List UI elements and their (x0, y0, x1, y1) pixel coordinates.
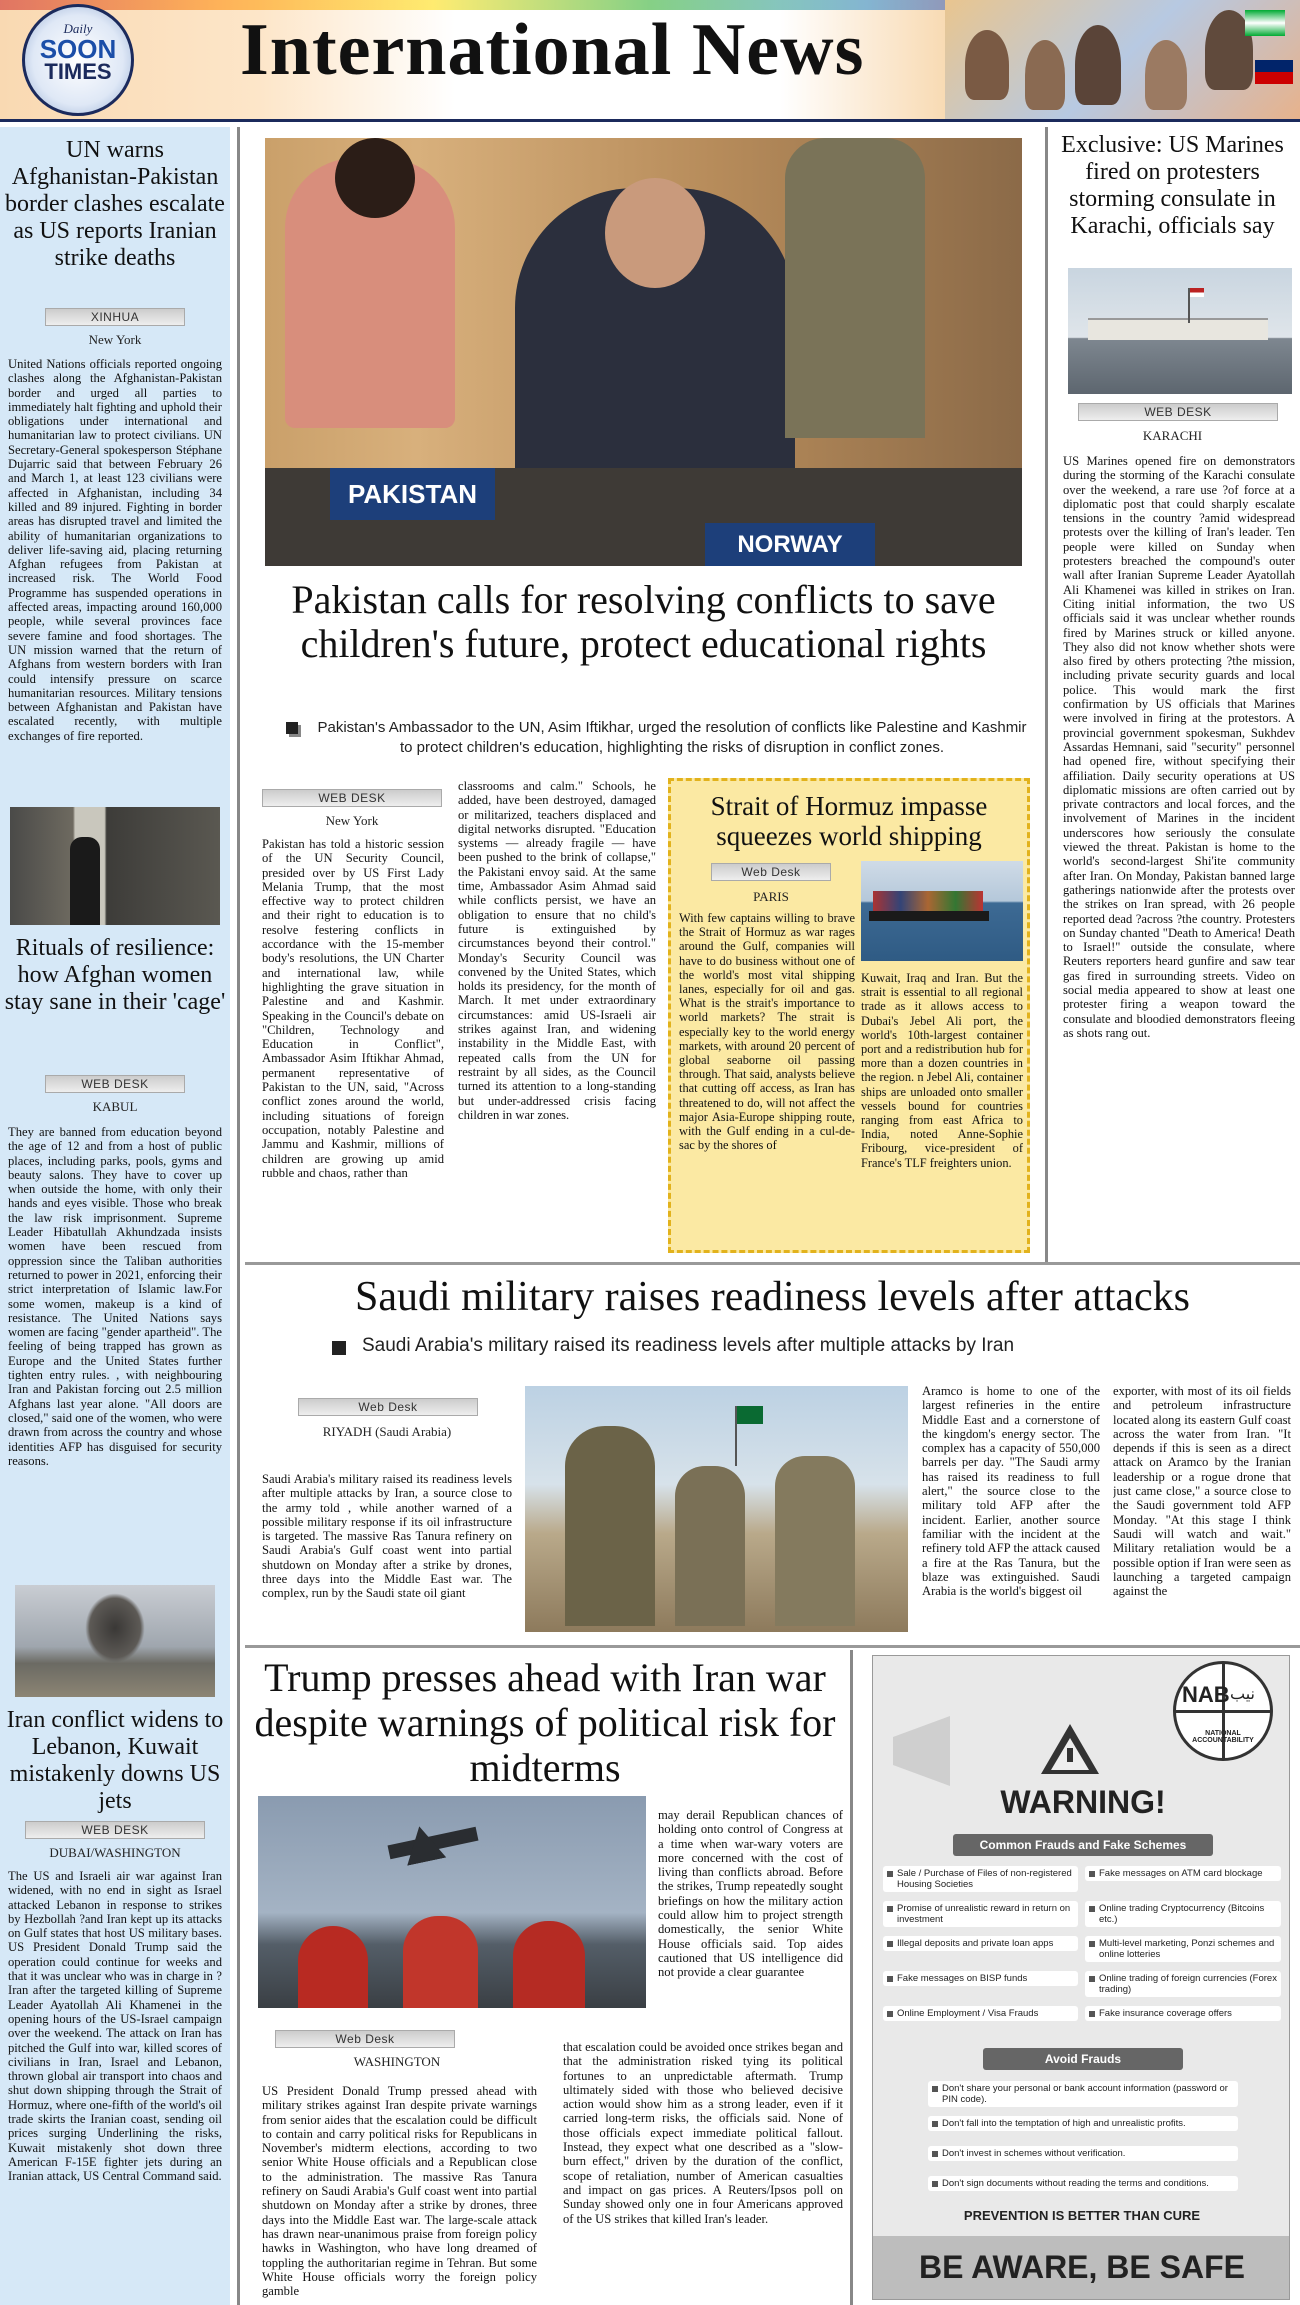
logo-times: TIMES (44, 59, 112, 84)
source-tag: WEB DESK (25, 1821, 205, 1839)
ad-tagline: PREVENTION IS BETTER THAN CURE (963, 2208, 1201, 2223)
source-tag: XINHUA (45, 308, 185, 326)
iran-smoke-photo (15, 1585, 215, 1697)
dateline: DUBAI/WASHINGTON (49, 1845, 181, 1860)
container-ship-photo (861, 861, 1023, 961)
trump-headline[interactable]: Trump presses ahead with Iran war despite warnings of political risk for midterms (254, 1655, 836, 1790)
headline-us-marines[interactable]: Exclusive: US Marines fired on protesters storming consulate in Karachi, officials say (1061, 132, 1284, 239)
trump-body-col1: US President Donald Trump pressed ahead with military strikes against Iran despite private warnings from senior aides that the escalation could be difficult to contain and carry political risks for Republicans in November's midterm elections, according to two senior White House officials and a Republican close to the administration. The massive Ras Tanura refinery on Saudi Arabia's Gulf coast went into partial shutdown on Monday after a strike by drones, three days into the Middle East war. The large-scale attack has drawn near-unanimous praise from foreign policy hawks in Washington, who have long dreamed of toppling the authoritarian regime in Tehran. But some White House officials worry the foreign policy gamble (262, 2084, 537, 2299)
flag-icon (1255, 60, 1293, 84)
headline-rituals[interactable]: Rituals of resilience: how Afghan women stay sane in their 'cage' (4, 935, 226, 1015)
ad-footer: BE AWARE, BE SAFE (873, 2236, 1290, 2300)
section-rule (245, 1262, 1300, 1265)
section-rule (245, 1645, 1300, 1648)
fraud-item: Multi-level marketing, Ponzi schemes and online lotteries (1085, 1936, 1281, 1962)
dateline: PARIS (753, 889, 789, 904)
source-tag: Web Desk (275, 2030, 455, 2048)
fraud-item: Illegal deposits and private loan apps (883, 1936, 1078, 1951)
dateline: RIYADH (Saudi Arabia) (322, 1424, 452, 1439)
dateline: KARACHI (1142, 428, 1203, 443)
nameplate-pakistan: PAKISTAN (330, 468, 495, 520)
fraud-item: Fake insurance coverage offers (1085, 2006, 1281, 2021)
bullet-icon (332, 1341, 346, 1355)
article-body: The US and Israeli air war against Iran widened, with no end in sight as Israel attacked Lebanon in response to strikes by Hezbollah ?and Iran kept up its attacks on Gulf states that host US military bases. US President Donald Trump said the operation could continue for weeks and that it was unclear who was in charge in ?Iran after the targeted killing of Supreme Leader Ayatollah Ali Khamenei in the opening hours of the US-Israel campaign over the weekend. The attack on Iran has pitched the Gulf into war, killed scores of civilians in Iran, Israel and Lebanon, thrown global air transport into chaos and shut down shipping through the Strait of Hormuz, where one-fifth of the world's oil trade skirts the Iranian coast, sending oil prices surging Underlining the risks, Kuwait mistakenly shot down three American F-15E fighter jets during an Iranian attack, US Central Command said. (8, 1869, 222, 2184)
nab-logo: NAB نیب NATIONAL ACCOUNTABILITY (1173, 1661, 1273, 1761)
hormuz-body-col2: Kuwait, Iraq and Iran. But the strait is essential to all regional trade as it allows access to Dubai's Jebel Ali port, the world's 10th-largest container port and a redistribution hub for more than a dozen countries in the region. n Jebel Ali, container ships are unloaded onto smaller vessels bound for countries ranging from east Africa to India, noted Anne-Sophie Fribourg, vice-president of France's TLF freighters union. (861, 971, 1023, 1170)
un-council-photo (265, 138, 1022, 566)
warning-heading: WARNING! (1000, 1784, 1166, 1820)
article-body: United Nations officials reported ongoing clashes along the Afghanistan-Pakistan border and urged all parties to immediately halt fighting and uphold their obligations under international and humanitarian law to protect civilians. UN Secretary-General spokesperson Stéphane Dujarric said that between February 26 and March 1, at least 123 civilians were affected in Afghanistan, including 34 killed and 89 injured. Fighting in border areas has disrupted travel and limited the ability of humanitarian organizations to deliver life-saving aid, placing returning Afghan refugees from Pakistan at increased risk. The World Food Programme has suspended operations in affected areas, impacting around 160,000 people, while several provinces face severe famine and food shortages. The UN mission warned that the return of Afghans from western borders with Iran could intensify pressure on scarce humanitarian resources. Military tensions between Afghanistan and Pakistan have escalated recently, with multiple exchanges of fire reported. (8, 357, 222, 743)
afghan-woman-photo (10, 807, 220, 925)
saudi-deck: Saudi Arabia's military raised its readiness levels after multiple attacks by Iran (362, 1335, 1015, 1356)
left-column (0, 127, 230, 2305)
trump-body-col3: that escalation could be avoided once strikes began and that the administration risked tying its political fortunes to an unpredictable aftermath. Trump ultimately sided with those who believed decisive action would show him as a strong leader, even if it carried long-term risks, the officials said. None of those officials expect immediate political fallout. Instead, they expect what one described as a "slow-burn effect," driven by the duration of the conflict, scope of retaliation, number of American casualties and impact on gas prices. A Reuters/Ipsos poll on Sunday showed only one in four Americans approved of the US strikes that killed Iran's leader. (563, 2040, 843, 2226)
headline-iran-conflict[interactable]: Iran conflict widens to Lebanon, Kuwait mistakenly downs US jets (6, 1707, 224, 1814)
newspaper-logo[interactable] (22, 4, 134, 116)
article-body: They are banned from education beyond the age of 12 and from a host of public places, including parks, pools, gyms and beauty salons. They have to cover up when outside the home, with only their hands and eyes visible. Those who break the law risk imprisonment. Supreme Leader Hibatullah Akhundzada insists women have been rescued from oppression since the Taliban authorities returned to power in 2021, enforcing their strict interpretation of Islamic law.For some women, makeup is a kind of resistance. The United Nations says women are facing "gender apartheid". The feeling of being trapped has grown as Europe and the United States further tighten entry rules. , with neighbouring Iran and Pakistan forcing out 2.5 million Afghans last year alone. "All doors are closed," said one of the women, who were drawn from across the country and whose identities AFP has disguised for security reasons. (8, 1125, 222, 1468)
avoid-item: Don't sign documents without reading the terms and conditions. (928, 2176, 1238, 2191)
fraud-item: Fake messages on ATM card blockage (1085, 1866, 1281, 1881)
saudi-body-col3: exporter, with most of its oil fields and petroleum infrastructure located along its eastern Gulf coast across the water from Iran. "It depends if this is seen as a direct attack on Aramco by the Iranian leadership or a rogue drone that just came close," a source close to the Saudi government told AFP Monday. "At this stage I think Saudi will watch and wait." Military retaliation would be a possible option if Iran were seen as launching a targeted campaign against the (1113, 1384, 1291, 1599)
warning-triangle-icon (1041, 1724, 1099, 1774)
dateline: New York (88, 332, 142, 347)
nameplate-norway: NORWAY (705, 523, 875, 566)
hormuz-box (668, 778, 1030, 1253)
fraud-item: Fake messages on BISP funds (883, 1971, 1078, 1986)
page-title: International News (240, 9, 865, 91)
headline-un-warns[interactable]: UN warns Afghanistan-Pakistan border clashes escalate as US reports Iranian strike deaths (5, 137, 225, 271)
lead-body-col1: Pakistan has told a historic session of the UN Security Council, presided over by US First Lady Melania Trump, that the most effective way to protect children and their right to education is to resolve festering conflicts in accordance with the 15-member body's resolutions, the UN Charter and international law, while highlighting the grave situation in Palestine and and Kashmir. Speaking in the Council's debate on "Children, Technology and Education in Conflict", Ambassador Asim Iftikhar Ahmad, permanent representative of Pakistan to the UN, said, "Across conflict zones around the world, including situations of foreign occupation, notably Palestine and Jammu and Kashmir, millions of children are growing up amid rubble and chaos, rather than (262, 837, 444, 1180)
article-body: US Marines opened fire on demonstrators during the storming of the Karachi consulate over the weekend, a rare use ?of force at a diplomatic post that could sharply escalate tensions in the country ?amid widespread protests over the killing of Iran's leader. Ten people were killed on Sunday when protesters breached the compound's outer wall after Iranian Supreme Leader Ayatollah Ali Khamenei was killed in strikes on Iran. Citing initial information, the two US officials said it was unclear whether rounds fired by Marines struck or killed anyone. They also did not know whether shots were also fired by others protecting ?the mission, including private security guards and local police. This would mark the first confirmation by US officials that Marines were involved in firing at the protestors. A provincial government spokesman, Sukhdev Assardas Hemnani, said "security" personnel had opened fire, without specifying their affiliation. Daily security operations at US diplomatic missions are often carried out by private contractors and local forces, and the involvement of Marines in the incident underscores how seriously the consulate viewed the threat. Pakistan is home to the world's second-largest Shi'ite community after Iran. On Monday, Pakistan banned large gatherings nationwide after the protests over the strikes on Iran spread, with 26 people reported dead ?across ?the country. Protesters on Sunday chanted "Death to America! Death to Israel!" outside the consulate, where Reuters reporters heard gunfire and saw tear gas fired in surrounding streets. Video on social media appeared to show at least one protester firing a weapon toward the consulate and bloodied demonstrators fleeing as shots rang out. (1063, 454, 1295, 1040)
masthead (0, 0, 1300, 122)
hormuz-headline[interactable]: Strait of Hormuz impasse squeezes world shipping (710, 791, 988, 851)
lead-body-col2: classrooms and calm." Schools, he added, have been destroyed, damaged or militarized, teachers displaced and digital networks disrupted. "Education systems — already fragile — have been pushed to the brink of collapse," the Pakistani envoy said. At the same time, Ambassador Asim Ahmad said while conflicts persist, we have an obligation to ensure that no child's future is extinguished by circumstances beyond their control." Monday's Security Council was convened by the United States, which holds its presidency, for the month of March. It met under extraordinary circumstances: amid US-Israeli air strikes against Iran, and widening instability in the Middle East, with repeated calls from the UN for restraint by all sides, as the Council turned its attention to a long-standing but under-addressed crisis facing children in war zones. (458, 779, 656, 1122)
avoid-item: Don't share your personal or bank account information (password or PIN code). (928, 2081, 1238, 2107)
avoid-frauds-bar: Avoid Frauds (983, 2048, 1183, 2070)
column-rule (237, 127, 240, 2305)
nab-advertisement[interactable] (872, 1655, 1290, 2300)
dateline: New York (325, 813, 379, 828)
fraud-item: Sale / Purchase of Files of non-registered Housing Societies (883, 1866, 1078, 1892)
saudi-headline[interactable]: Saudi military raises readiness levels after attacks (354, 1274, 1191, 1320)
saudi-soldiers-photo (525, 1386, 908, 1632)
logo-daily: Daily (63, 21, 93, 36)
fraud-item: Online trading of foreign currencies (Forex trading) (1085, 1971, 1281, 1997)
source-tag: Web Desk (298, 1398, 478, 1416)
bullet-icon (286, 722, 298, 734)
hormuz-body-col1: With few captains willing to brave the Strait of Hormuz as war rages around the Gulf, companies will have to do business without one of the world's most vital shipping lanes, especially for oil and gas. What is the strait's importance to world markets? The strait is especially key to the world energy markets, with around 20 percent of global seaborne oil passing through. That said, analysts believe that cutting off access, as Iran has threatened to do, will not affect the major Asia-Europe shipping route, with the Gulf ending in a cul-de-sac by the shores of (679, 911, 855, 1153)
fighter-jet-photo (258, 1796, 646, 2008)
fraud-item: Online Employment / Visa Frauds (883, 2006, 1078, 2021)
trump-body-col2: may derail Republican chances of holding onto control of Congress at a time when war-wary voters are more concerned with the cost of living than conflicts abroad. Before the strikes, Trump repeatedly sought briefings on how the military action could allow him to project strength domestically, the senior White House officials said. Top aides cautioned that US intelligence did not provide a clear guarantee (658, 1808, 843, 1980)
dateline: WASHINGTON (353, 2054, 441, 2069)
column-rule (1045, 127, 1048, 1262)
leaders-collage-image (945, 0, 1300, 119)
saudi-body-col2: Aramco is home to one of the largest refineries in the entire Middle East and a cornerstone of the kingdom's energy sector. The complex has a capacity of 550,000 barrels per day. "The Saudi army has raised its readiness to full alert," the source close to the military told AFP after the incident. Earlier, another source familiar with the incident at the refinery told AFP the attack caused a fire at the Ras Tanura, but the blaze was extinguished. Saudi Arabia is the world's biggest oil (922, 1384, 1100, 1599)
source-tag: WEB DESK (45, 1075, 185, 1093)
avoid-item: Don't fall into the temptation of high and unrealistic profits. (928, 2116, 1238, 2131)
column-rule (850, 1650, 853, 2305)
fraud-item: Online trading Cryptocurrency (Bitcoins etc.) (1085, 1901, 1281, 1927)
source-tag: WEB DESK (1078, 403, 1278, 421)
lead-deck: Pakistan's Ambassador to the UN, Asim Iftikhar, urged the resolution of conflicts like Palestine and Kashmir to protect children's education, highlighting the risks of disruption in conflict zones. (317, 719, 1027, 756)
frauds-bar: Common Frauds and Fake Schemes (953, 1834, 1213, 1856)
avoid-item: Don't invest in schemes without verification. (928, 2146, 1238, 2161)
saudi-body-col1: Saudi Arabia's military raised its readiness levels after multiple attacks by Iran, a source close to the army told , while another warned of a possible military response if its oil infrastructure is targeted. The massive Ras Tanura refinery on Saudi Arabia's Gulf coast went into partial shutdown on Monday after a strike by drones, three days into the Middle East war. The complex, run by the Saudi state oil giant (262, 1472, 512, 1601)
megaphone-icon (893, 1716, 988, 1786)
dateline: KABUL (92, 1099, 138, 1114)
fraud-item: Promise of unrealistic reward in return on investment (883, 1901, 1078, 1927)
logo-soon: SOON (39, 34, 117, 64)
source-tag: WEB DESK (262, 789, 442, 807)
flag-icon (1245, 10, 1285, 36)
karachi-consulate-photo (1068, 268, 1292, 394)
lead-headline[interactable]: Pakistan calls for resolving conflicts to save children's future, protect educational rights (291, 577, 996, 666)
source-tag: Web Desk (711, 863, 831, 881)
